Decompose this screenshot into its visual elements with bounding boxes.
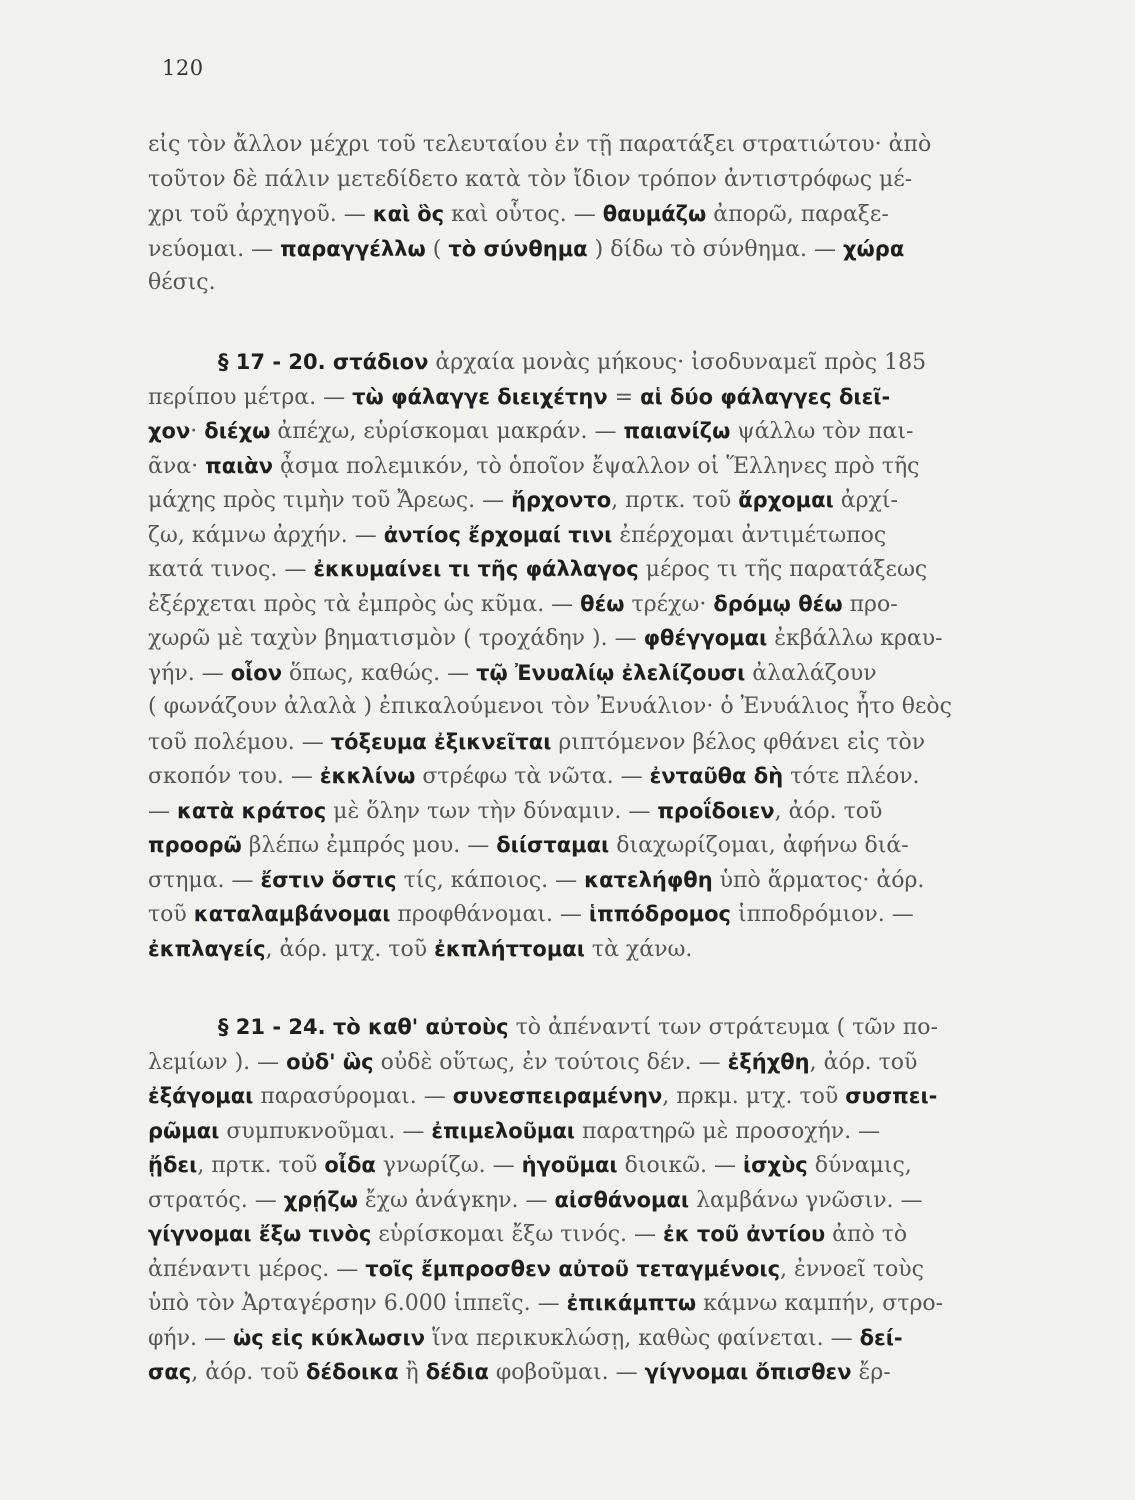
bold-term: ἔστιν ὅστις xyxy=(260,867,397,892)
plain-text: γνωρίζω. — xyxy=(375,1153,522,1178)
plain-text: ἐκβάλλω κραυ- xyxy=(767,626,943,651)
plain-text: χρι τοῦ ἀρχηγοῦ. — xyxy=(148,202,373,227)
text-line xyxy=(148,197,1008,232)
text-line xyxy=(148,128,1008,163)
bold-term: ἱππόδρομος xyxy=(588,902,731,926)
bold-term: οἶδα xyxy=(324,1153,376,1177)
text-line xyxy=(148,1183,1008,1218)
plain-text: βλέπω ἐμπρός μου. — xyxy=(241,833,497,858)
bold-term: ἐπιμελοῦμαι xyxy=(431,1118,575,1143)
bold-term: ἐνταῦθα δὴ xyxy=(649,764,784,788)
plain-text: τίς, κάποιος. — xyxy=(396,867,585,893)
plain-text: ὑπὸ τὸν Ἀρταγέρσην 6.000 ἱππεῖς. — xyxy=(148,1291,567,1316)
plain-text: , ἀόρ. τοῦ xyxy=(774,798,883,824)
plain-text: , ἀόρ. μτχ. τοῦ xyxy=(265,936,435,962)
bold-term: κατὰ κράτος xyxy=(177,798,327,823)
plain-text: ἐπέρχομαι ἀντιμέτωπος xyxy=(612,522,887,548)
plain-text: τοῦ πολέμου. — xyxy=(148,729,331,755)
bold-term: δρόμῳ θέω xyxy=(713,591,843,616)
plain-text: προ- xyxy=(842,591,898,617)
text-line xyxy=(148,656,1008,691)
plain-text: εἰς τὸν ἄλλον μέχρι τοῦ τελευταίου ἐν τῇ παρατάξει στρατιώτου· ἀπὸ xyxy=(148,132,932,157)
text-line xyxy=(148,1045,1008,1080)
text-line xyxy=(148,1252,1008,1287)
plain-text: τότε πλέον. xyxy=(783,764,920,789)
text-line xyxy=(148,932,1008,967)
bold-term: θαυμάζω xyxy=(602,202,707,226)
bold-term: προορῶ xyxy=(148,833,242,857)
plain-text: οὐδὲ οὕτως, ἐν τούτοις δέν. — xyxy=(373,1049,728,1075)
plain-text: ἐξέρχεται πρὸς τὰ ἐμπρὸς ὡς κῦμα. — xyxy=(148,591,581,617)
bold-term: ὃς xyxy=(417,202,445,226)
text-line xyxy=(148,163,1008,198)
text-line xyxy=(148,1217,1008,1252)
text-line xyxy=(148,1286,1008,1321)
bold-term: χώρα xyxy=(842,236,905,261)
text-line xyxy=(148,483,1008,518)
paragraph-3 xyxy=(148,1010,1008,1390)
plain-text: περίπου μέτρα. — xyxy=(148,384,353,410)
text-line xyxy=(148,266,1008,301)
bold-term: ρῶμαι xyxy=(148,1118,220,1143)
text-line xyxy=(148,232,1008,267)
plain-text: τρέχω· xyxy=(624,591,714,617)
text-line xyxy=(148,380,1008,415)
bold-term: παραγγέλλω xyxy=(280,236,426,261)
bold-term: ἐξάγομαι xyxy=(148,1084,254,1108)
plain-text: παρασύρομαι. — xyxy=(253,1084,453,1109)
plain-text: συμπυκνοῦμαι. — xyxy=(219,1118,432,1144)
plain-text: ( xyxy=(425,236,449,262)
plain-text: ( φωνάζουν ἀλαλὰ ) ἐπικαλούμενοι τὸν Ἐνυάλιον· ὁ Ἐνυάλιος ἦτο θεὸς xyxy=(148,694,952,719)
page-number: 120 xyxy=(162,56,204,80)
plain-text: μὲ ὅλην των τὴν δύναμιν. — xyxy=(326,798,658,824)
plain-text: ) δίδω τὸ σύνθημα. — xyxy=(587,236,843,262)
bold-term: γίγνομαι ἔξω τινὸς xyxy=(148,1222,372,1246)
plain-text: ἵνα περικυκλώσῃ, καθὼς φαίνεται. — xyxy=(425,1325,860,1351)
text-line xyxy=(148,449,1008,484)
plain-text: ριπτόμενον βέλος φθάνει εἰς τὸν xyxy=(551,729,926,755)
text-line xyxy=(148,621,1008,656)
bold-term: τὸ σύνθημα xyxy=(448,236,588,261)
plain-text: ἀπέχω, εὑρίσκομαι μακράν. — xyxy=(270,419,624,444)
bold-term: στάδιον xyxy=(332,350,429,374)
plain-text: κατά τινος. — xyxy=(148,557,314,582)
text-line xyxy=(148,725,1008,760)
bold-term: γίγνομαι ὄπισθεν xyxy=(644,1360,852,1384)
text-line xyxy=(148,345,1008,380)
bold-term: θέω xyxy=(580,591,625,616)
plain-text: προφθάνομαι. — xyxy=(390,902,589,927)
bold-term: παιὰν xyxy=(205,453,274,478)
plain-text: ὑπὸ ἅρματος· ἀόρ. xyxy=(712,867,925,893)
plain-text: φήν. — xyxy=(148,1325,233,1351)
bold-term: κατελήφθη xyxy=(584,867,713,892)
bold-term: ἰσχὺς xyxy=(743,1153,808,1177)
text-line xyxy=(148,1321,1008,1356)
plain-text: ἔχω ἀνάγκην. — xyxy=(357,1187,555,1213)
bold-term: χρῄζω xyxy=(283,1187,358,1212)
plain-text: τοῦ xyxy=(148,902,194,927)
plain-text: , ἀόρ. τοῦ xyxy=(191,1360,307,1385)
plain-text: ἀπορῶ, παραξε- xyxy=(706,202,889,227)
plain-text: σκοπόν του. — xyxy=(148,764,320,789)
plain-text: μέρος τι τῆς παρατάξεως xyxy=(638,557,928,582)
plain-text: · xyxy=(190,419,205,444)
bold-term: ἄρχομαι xyxy=(738,488,834,512)
bold-term: οὐδ' ὣς xyxy=(286,1049,374,1074)
bold-term: προΐδοιεν xyxy=(657,798,775,823)
text-line xyxy=(148,587,1008,622)
text-line xyxy=(148,828,1008,863)
plain-text: δύναμις, xyxy=(807,1153,912,1178)
bold-term: ᾔδει xyxy=(148,1153,198,1177)
bold-term: διέχω xyxy=(204,419,271,443)
bold-term: τοῖς ἔμπροσθεν αὐτοῦ τεταγμένοις xyxy=(365,1256,781,1281)
bold-term: τῷ Ἐνυαλίῳ ἐλελίζουσι xyxy=(476,660,746,685)
plain-text: , πρτκ. τοῦ xyxy=(611,488,739,513)
bold-term: ἐκκλίνω xyxy=(319,764,416,788)
bold-term: φθέγγομαι xyxy=(643,626,768,650)
bold-term: τόξευμα ἐξικνεῖται xyxy=(330,729,552,754)
plain-text: διοικῶ. — xyxy=(617,1153,743,1178)
bold-term: ἤρχοντο xyxy=(511,488,612,512)
bold-term: δέδια xyxy=(425,1360,489,1384)
text-line xyxy=(148,1010,1008,1045)
plain-text: ψάλλω τὸν παι- xyxy=(730,419,914,444)
plain-text: ἀπέναντι μέρος. — xyxy=(148,1256,366,1282)
text-line xyxy=(148,759,1008,794)
bold-term: ἀντίος ἔρχομαί τινι xyxy=(383,522,613,547)
bold-term: καὶ xyxy=(372,202,411,226)
bold-term: ἐκπλήττομαι xyxy=(434,936,585,961)
plain-text: στρέφω τὰ νῶτα. — xyxy=(415,764,650,789)
text-line xyxy=(148,1355,1008,1390)
plain-text: ἀρχί- xyxy=(833,488,898,513)
text-line xyxy=(148,794,1008,829)
bold-term: αἰσθάνομαι xyxy=(554,1187,690,1212)
plain-text: ἀρχαία μονὰς μήκους· ἰσοδυναμεῖ πρὸς 185 xyxy=(428,350,927,375)
bold-term: σας xyxy=(148,1360,192,1384)
plain-text: τὸ ἀπέναντί των στράτευμα ( τῶν πο- xyxy=(508,1015,938,1040)
plain-text: τὰ χάνω. xyxy=(584,936,693,962)
plain-text: τοῦτον δὲ πάλιν μετεδίδετο κατὰ τὸν ἴδιον τρόπον ἀντιστρόφως μέ- xyxy=(148,166,913,192)
plain-text: γήν. — xyxy=(148,660,231,686)
text-line xyxy=(148,863,1008,898)
bold-term: ἐκπλαγείς xyxy=(148,936,266,961)
bold-term: αἱ δύο φάλαγγες διεῖ- xyxy=(640,384,891,409)
text-line xyxy=(148,518,1008,553)
bold-term: χον xyxy=(148,419,191,443)
text-line xyxy=(148,552,1008,587)
bold-term: ὡς εἰς κύκλωσιν xyxy=(232,1325,425,1350)
plain-text: ζω, κάμνω ἀρχήν. — xyxy=(148,522,384,548)
bold-term: τὼ φάλαγγε διειχέτην xyxy=(352,384,608,409)
text-line xyxy=(148,414,1008,449)
bold-term: ἐκκυμαίνει τι τῆς φάλλαγος xyxy=(313,557,639,581)
plain-text: φοβοῦμαι. — xyxy=(488,1360,645,1385)
paragraph-2 xyxy=(148,345,1008,966)
plain-text: στημα. — xyxy=(148,867,261,893)
plain-text: ᾆσμα πολεμικόν, τὸ ὁποῖον ἔψαλλον οἱ Ἕλληνες πρὸ τῆς xyxy=(273,453,920,479)
plain-text: λεμίων ). — xyxy=(148,1049,287,1075)
plain-text: κάμνω καμπήν, στρο- xyxy=(696,1291,944,1316)
text-line xyxy=(148,690,1008,725)
text-line xyxy=(148,1079,1008,1114)
plain-text: ἀλαλάζουν xyxy=(745,660,877,686)
bold-term: § 21 - 24. xyxy=(218,1015,333,1039)
plain-text: παρατηρῶ μὲ προσοχήν. — xyxy=(574,1118,881,1144)
plain-text: ἔρ- xyxy=(851,1360,891,1385)
plain-text: = xyxy=(607,384,641,410)
bold-term: συσπει- xyxy=(845,1084,938,1108)
bold-term: οἷον xyxy=(230,660,283,685)
plain-text: νεύομαι. — xyxy=(148,236,281,262)
plain-text: ᾶνα· xyxy=(148,453,206,479)
plain-text: ἱπποδρόμιον. — xyxy=(730,902,914,927)
bold-term: διίσταμαι xyxy=(496,833,610,857)
text-line xyxy=(148,1148,1008,1183)
plain-text: διαχωρίζομαι, ἀφήνω διά- xyxy=(609,833,909,858)
plain-text: χωρῶ μὲ ταχὺν βηματισμὸν ( τροχάδην ). — xyxy=(148,626,644,651)
plain-text: καὶ οὗτος. — xyxy=(444,202,603,227)
bold-term: καταλαμβάνομαι xyxy=(193,902,391,926)
plain-text: ἀπὸ τὸ xyxy=(825,1222,908,1247)
bold-term: παιανίζω xyxy=(623,419,731,443)
bold-term: δεί- xyxy=(859,1325,903,1350)
plain-text: εὑρίσκομαι ἔξω τινός. — xyxy=(371,1222,664,1247)
plain-text: , πρκμ. μτχ. τοῦ xyxy=(662,1084,846,1109)
bold-term: δέδοικα xyxy=(306,1360,399,1384)
plain-text: , ἐννοεῖ τοὺς xyxy=(780,1256,924,1282)
plain-text: , ἀόρ. τοῦ xyxy=(809,1049,918,1075)
plain-text: θέσις. xyxy=(148,270,216,295)
text-line xyxy=(148,897,1008,932)
bold-term: ἐκ τοῦ ἀντίου xyxy=(663,1222,826,1246)
plain-text: , πρτκ. τοῦ xyxy=(197,1153,325,1178)
text-line xyxy=(148,1114,1008,1149)
bold-term: ἡγοῦμαι xyxy=(521,1153,618,1177)
plain-text: μάχης πρὸς τιμὴν τοῦ Ἄρεως. — xyxy=(148,488,512,513)
bold-term: ἐπικάμπτω xyxy=(566,1291,697,1315)
bold-term: ἐξήχθη xyxy=(727,1049,810,1074)
paragraph-1 xyxy=(148,128,1008,301)
plain-text: ὅπως, καθώς. — xyxy=(282,660,477,686)
plain-text: ἢ xyxy=(398,1360,426,1385)
bold-term: συνεσπειραμένην xyxy=(452,1084,663,1108)
bold-term: τὸ καθ' αὐτοὺς xyxy=(332,1015,509,1039)
plain-text: λαμβάνω γνῶσιν. — xyxy=(689,1187,923,1213)
bold-term: § 17 - 20. xyxy=(218,350,333,374)
plain-text: στρατός. — xyxy=(148,1187,284,1213)
plain-text: — xyxy=(148,798,177,824)
